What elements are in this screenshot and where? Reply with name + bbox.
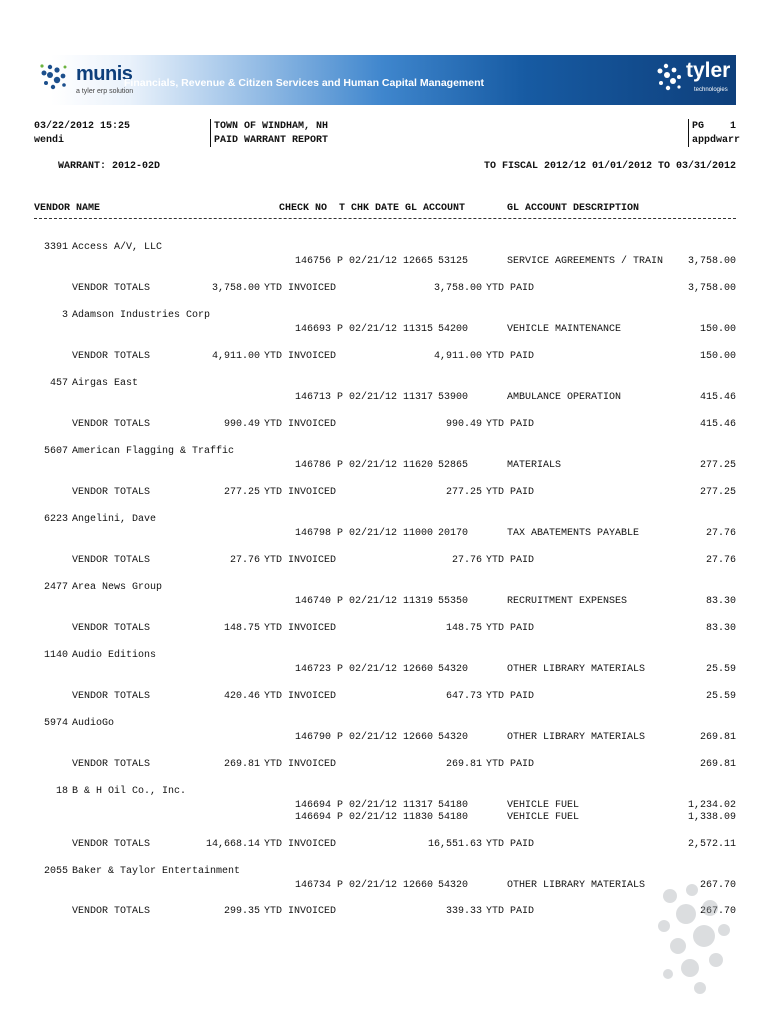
- munis-tagline: a tyler erp solution: [76, 88, 134, 95]
- munis-dots-icon: [38, 61, 72, 95]
- check-info: 146693 P 02/21/12 11315: [295, 324, 434, 335]
- ytd-paid-label: YTD PAID: [486, 906, 535, 917]
- munis-logo: [38, 61, 138, 101]
- gl-account: 53900: [438, 392, 469, 403]
- ytd-paid-label: YTD PAID: [486, 283, 535, 294]
- ytd-paid-amount: 339.33: [445, 906, 482, 917]
- line-amount: 83.30: [705, 596, 736, 607]
- line-amount: 150.00: [699, 324, 736, 335]
- gl-account: 53125: [438, 256, 469, 267]
- vendor-name: B & H Oil Co., Inc.: [72, 786, 187, 797]
- vendor-totals-label: VENDOR TOTALS: [72, 906, 151, 917]
- gl-description: VEHICLE FUEL: [507, 800, 580, 811]
- fiscal-period: TO FISCAL 2012/12 01/01/2012 TO 03/31/2012: [483, 161, 736, 172]
- vendor-id: 2055: [43, 866, 68, 877]
- check-info: 146740 P 02/21/12 11319: [295, 596, 434, 607]
- vendor-name: AudioGo: [72, 718, 115, 729]
- ytd-invoiced-amount: 14,668.14: [205, 839, 260, 850]
- vendor-paid-total: 2,572.11: [687, 839, 736, 850]
- vendor-paid-total: 25.59: [705, 691, 736, 702]
- column-vendor-name: VENDOR NAME: [34, 203, 101, 214]
- ytd-paid-label: YTD PAID: [486, 759, 535, 770]
- vendor-id: 3: [61, 310, 68, 321]
- vendor-block: [0, 512, 770, 580]
- vendor-totals-label: VENDOR TOTALS: [72, 759, 151, 770]
- page-number: 1: [729, 121, 736, 132]
- vendor-block: [0, 648, 770, 716]
- tyler-dots-icon: [652, 59, 686, 99]
- report-user: wendi: [34, 135, 65, 146]
- line-amount: 267.70: [699, 880, 736, 891]
- vendor-block: [0, 716, 770, 784]
- ytd-invoiced-label: YTD INVOICED: [264, 283, 337, 294]
- vendor-id: 1140: [43, 650, 68, 661]
- vendor-id: 6223: [43, 514, 68, 525]
- header-divider-right: [688, 119, 689, 147]
- vendor-totals-label: VENDOR TOTALS: [72, 283, 151, 294]
- vendor-block: [0, 308, 770, 376]
- header-separator: [34, 218, 736, 219]
- vendor-block: [0, 376, 770, 444]
- tyler-logo: [652, 59, 731, 101]
- line-amount: 277.25: [699, 460, 736, 471]
- vendor-id: 5607: [43, 446, 68, 457]
- line-amount: 25.59: [705, 664, 736, 675]
- vendor-totals-label: VENDOR TOTALS: [72, 555, 151, 566]
- line-amount: 1,338.09: [687, 812, 736, 823]
- ytd-invoiced-amount: 420.46: [223, 691, 260, 702]
- tyler-watermark-icon: [640, 880, 740, 1000]
- vendor-name: Area News Group: [72, 582, 163, 593]
- gl-description: MATERIALS: [507, 460, 562, 471]
- vendor-id: 18: [55, 786, 68, 797]
- ytd-invoiced-label: YTD INVOICED: [264, 487, 337, 498]
- vendor-paid-total: 415.46: [699, 419, 736, 430]
- ytd-invoiced-label: YTD INVOICED: [264, 351, 337, 362]
- banner-title: Financials, Revenue & Citizen Services and Human Capital Management: [124, 77, 485, 89]
- ytd-paid-amount: 4,911.00: [433, 351, 482, 362]
- line-amount: 1,234.02: [687, 800, 736, 811]
- ytd-paid-label: YTD PAID: [486, 487, 535, 498]
- check-info: 146786 P 02/21/12 11620: [295, 460, 434, 471]
- ytd-invoiced-label: YTD INVOICED: [264, 906, 337, 917]
- vendor-paid-total: 267.70: [699, 906, 736, 917]
- ytd-invoiced-amount: 990.49: [223, 419, 260, 430]
- gl-account: 52865: [438, 460, 469, 471]
- ytd-invoiced-amount: 27.76: [229, 555, 260, 566]
- report-banner: [30, 55, 736, 105]
- ytd-invoiced-amount: 277.25: [223, 487, 260, 498]
- gl-description: VEHICLE FUEL: [507, 812, 580, 823]
- ytd-invoiced-label: YTD INVOICED: [264, 691, 337, 702]
- gl-description: OTHER LIBRARY MATERIALS: [507, 732, 646, 743]
- gl-account: 54320: [438, 664, 469, 675]
- ytd-paid-label: YTD PAID: [486, 623, 535, 634]
- vendor-totals-label: VENDOR TOTALS: [72, 351, 151, 362]
- vendor-totals-label: VENDOR TOTALS: [72, 691, 151, 702]
- check-info: 146723 P 02/21/12 12660: [295, 664, 434, 675]
- report-title: PAID WARRANT REPORT: [214, 135, 329, 146]
- check-info: 146694 P 02/21/12 11317: [295, 800, 434, 811]
- ytd-invoiced-amount: 4,911.00: [211, 351, 260, 362]
- ytd-paid-label: YTD PAID: [486, 691, 535, 702]
- gl-description: VEHICLE MAINTENANCE: [507, 324, 622, 335]
- ytd-paid-amount: 990.49: [445, 419, 482, 430]
- vendor-totals-label: VENDOR TOTALS: [72, 487, 151, 498]
- ytd-invoiced-label: YTD INVOICED: [264, 419, 337, 430]
- ytd-invoiced-amount: 299.35: [223, 906, 260, 917]
- line-amount: 269.81: [699, 732, 736, 743]
- header-divider-left: [210, 119, 211, 147]
- column-check-info: CHECK NO T CHK DATE GL ACCOUNT: [279, 203, 466, 214]
- ytd-paid-label: YTD PAID: [486, 351, 535, 362]
- vendor-id: 457: [49, 378, 68, 389]
- ytd-invoiced-amount: 148.75: [223, 623, 260, 634]
- tyler-tagline: technologies: [694, 87, 728, 93]
- gl-description: AMBULANCE OPERATION: [507, 392, 622, 403]
- vendor-id: 2477: [43, 582, 68, 593]
- gl-description: OTHER LIBRARY MATERIALS: [507, 664, 646, 675]
- page-label: PG: [692, 121, 705, 132]
- vendor-name: Audio Editions: [72, 650, 157, 661]
- check-info: 146798 P 02/21/12 11000: [295, 528, 434, 539]
- gl-account: 54180: [438, 800, 469, 811]
- vendor-name: Baker & Taylor Entertainment: [72, 866, 241, 877]
- ytd-invoiced-amount: 3,758.00: [211, 283, 260, 294]
- report-org: TOWN OF WINDHAM, NH: [214, 121, 329, 132]
- ytd-paid-amount: 3,758.00: [433, 283, 482, 294]
- line-amount: 3,758.00: [687, 256, 736, 267]
- vendor-totals-label: VENDOR TOTALS: [72, 419, 151, 430]
- vendor-name: Airgas East: [72, 378, 139, 389]
- ytd-invoiced-label: YTD INVOICED: [264, 555, 337, 566]
- vendor-paid-total: 27.76: [705, 555, 736, 566]
- gl-account: 54180: [438, 812, 469, 823]
- vendor-name: Angelini, Dave: [72, 514, 157, 525]
- line-amount: 415.46: [699, 392, 736, 403]
- ytd-paid-label: YTD PAID: [486, 555, 535, 566]
- ytd-invoiced-label: YTD INVOICED: [264, 839, 337, 850]
- ytd-paid-amount: 27.76: [451, 555, 482, 566]
- line-amount: 27.76: [705, 528, 736, 539]
- ytd-invoiced-label: YTD INVOICED: [264, 623, 337, 634]
- ytd-paid-amount: 16,551.63: [427, 839, 482, 850]
- vendor-paid-total: 277.25: [699, 487, 736, 498]
- vendor-block: [0, 240, 770, 308]
- warrant-number: WARRANT: 2012-02D: [58, 161, 161, 172]
- tyler-brand: tyler: [686, 59, 731, 82]
- vendor-totals-label: VENDOR TOTALS: [72, 623, 151, 634]
- vendor-id: 5974: [43, 718, 68, 729]
- vendor-block: [0, 784, 770, 852]
- vendor-id: 3391: [43, 242, 68, 253]
- gl-account: 54320: [438, 880, 469, 891]
- report-datetime: 03/22/2012 15:25: [34, 121, 131, 132]
- munis-brand: munis: [76, 63, 133, 85]
- vendor-name: Adamson Industries Corp: [72, 310, 211, 321]
- vendor-paid-total: 3,758.00: [687, 283, 736, 294]
- vendor-list: [0, 240, 770, 852]
- gl-account: 20170: [438, 528, 469, 539]
- vendor-paid-total: 269.81: [699, 759, 736, 770]
- ytd-paid-label: YTD PAID: [486, 419, 535, 430]
- vendor-totals-label: VENDOR TOTALS: [72, 839, 151, 850]
- check-info: 146694 P 02/21/12 11830: [295, 812, 434, 823]
- gl-description: RECRUITMENT EXPENSES: [507, 596, 628, 607]
- ytd-paid-amount: 148.75: [445, 623, 482, 634]
- gl-account: 55350: [438, 596, 469, 607]
- vendor-name: Access A/V, LLC: [72, 242, 163, 253]
- vendor-block: [0, 444, 770, 512]
- vendor-block: [0, 580, 770, 648]
- gl-description: TAX ABATEMENTS PAYABLE: [507, 528, 640, 539]
- check-info: 146713 P 02/21/12 11317: [295, 392, 434, 403]
- check-info: 146734 P 02/21/12 12660: [295, 880, 434, 891]
- gl-description: SERVICE AGREEMENTS / TRAIN: [507, 256, 664, 267]
- column-gl-description: GL ACCOUNT DESCRIPTION: [507, 203, 640, 214]
- ytd-paid-amount: 269.81: [445, 759, 482, 770]
- gl-account: 54200: [438, 324, 469, 335]
- vendor-paid-total: 150.00: [699, 351, 736, 362]
- ytd-invoiced-amount: 269.81: [223, 759, 260, 770]
- program-name: appdwarr: [692, 135, 741, 146]
- ytd-invoiced-label: YTD INVOICED: [264, 759, 337, 770]
- ytd-paid-label: YTD PAID: [486, 839, 535, 850]
- gl-description: OTHER LIBRARY MATERIALS: [507, 880, 646, 891]
- check-info: 146756 P 02/21/12 12665: [295, 256, 434, 267]
- check-info: 146790 P 02/21/12 12660: [295, 732, 434, 743]
- vendor-name: American Flagging & Traffic: [72, 446, 235, 457]
- ytd-paid-amount: 647.73: [445, 691, 482, 702]
- gl-account: 54320: [438, 732, 469, 743]
- ytd-paid-amount: 277.25: [445, 487, 482, 498]
- vendor-paid-total: 83.30: [705, 623, 736, 634]
